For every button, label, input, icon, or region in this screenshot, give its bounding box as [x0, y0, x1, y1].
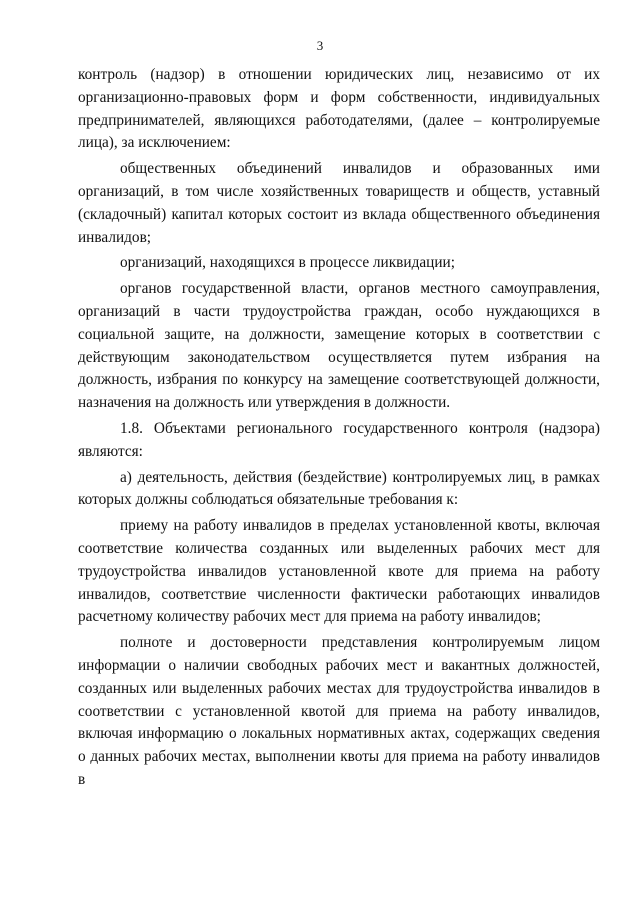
paragraph-section-1-8: 1.8. Объектами регионального государственного контроля (надзора) являются:: [78, 419, 600, 460]
page-number: 3: [316, 38, 324, 53]
paragraph-item-a: а) деятельность, действия (бездействие) контролируемых лиц, в рамках которых должны соблюдаться обязательные требования к:: [78, 468, 600, 509]
document-body: [78, 64, 600, 795]
paragraph-disabled-associations: общественных объединений инвалидов и образованных ими организаций, в том числе хозяйственных товариществ и обществ, уставный (складочный) капитал которых состоит из вклада общественного объединения инвалидов;: [78, 160, 600, 246]
paragraph-hiring-quota: приему на работу инвалидов в пределах установленной квоты, включая соответствие количества созданных или выделенных рабочих мест для трудоустройства инвалидов установленной квоте для приема на работу инвалидов, соответствие численности фактически работающих инвалидов расчетному количеству рабочих мест для приема на работу инвалидов;: [78, 517, 600, 626]
paragraph-information-completeness: полноте и достоверности представления контролируемым лицом информации о наличии свободных рабочих мест и вакантных должностей, созданных или выделенных рабочих местах для трудоустройства инвалидов в соответствии с установленной квотой для приема на работу инвалидов, включая информацию о локальных нормативных актах, содержащих сведения о данных рабочих местах, выполнении квоты для приема на работу инвалидов в: [78, 634, 600, 788]
paragraph-government-bodies: органов государственной власти, органов местного самоуправления, организаций в части трудоустройства граждан, особо нуждающихся в социальной защите, на должности, замещение которых в соответствии с действующим законодательством осуществляется путем избрания на должность, избрания по конкурсу на замещение соответствующей должности, назначения на должность или утверждения в должности.: [78, 280, 600, 412]
paragraph-control-scope: контроль (надзор) в отношении юридических лиц, независимо от их организационно-правовых форм и форм собственности, индивидуальных предпринимателей, являющихся работодателями, (далее – контролируемые лица), за исключением:: [78, 66, 600, 152]
paragraph-liquidation: организаций, находящихся в процессе ликвидации;: [120, 254, 455, 272]
